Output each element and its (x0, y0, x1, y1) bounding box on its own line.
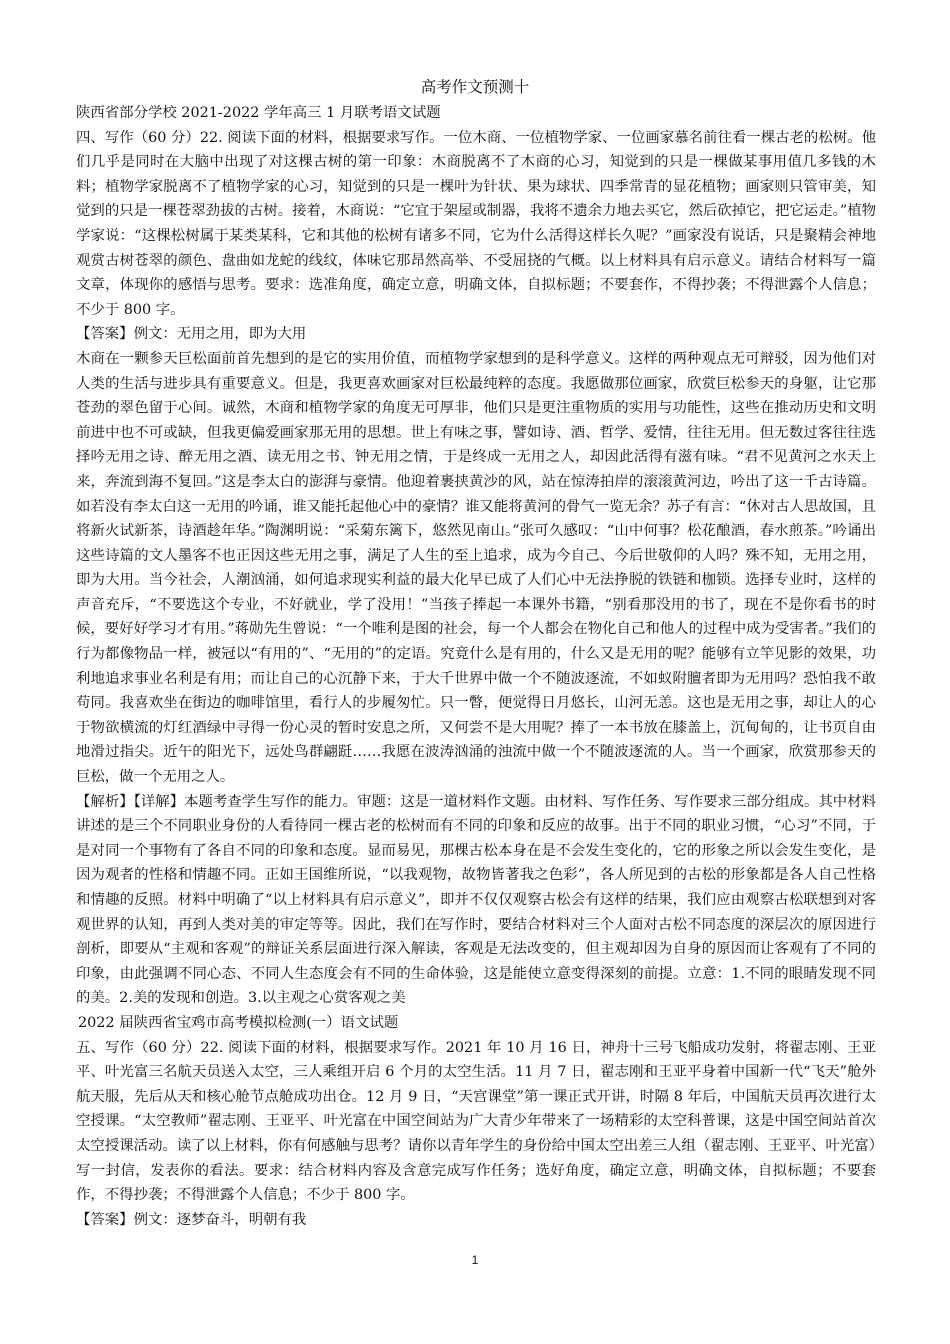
page-number: 1 (471, 1253, 479, 1267)
analysis-paragraph: 【解析】【详解】本题考查学生写作的能力。审题：这是一道材料作文题。由材料、写作任务、写作要求三部分组成。其中材料讲述的是三个不同职业身份的人看待同一棵古老的松树而有不同的印象和反应的故事。出于不同的职业习惯，“心习”不同，于是对同一个事物有了各自不同的印象和态度。显而易见，那棵古松本身在是不会发生变化的，它的形象之所以会发生变化，是因为观者的性格和情趣不同。正如王国维所说，“以我观物，故物皆著我之色彩”，各人所见到的古松的形象都是各人自己性格和情趣的反照。材料中明确了“以上材料具有启示意义”，即并不仅仅观察古松会有这样的结果，我们应由观察古松联想到对客观世界的认知，再到人类对美的审定等等。因此，我们在写作时，要结合材料对三个人面对古松不同态度的深层次的原因进行剖析，即要从“主观和客观”的辩证关系层面进行深入解读，客观是无法改变的，但主观却因为自身的原因而让客观有了不同的印象，由此强调不同心态、不同人生态度会有不同的生命体验，这是能使立意变得深刻的前提。立意：1.不同的眼睛发现不同的美。2.美的发现和创造。3.以主观之心赏客观之美 (76, 793, 876, 1007)
answer-heading: 【答案】例文：逐梦奋斗，明朝有我 (76, 1211, 307, 1228)
exam-source-heading: 陕西省部分学校 2021-2022 学年高三 1 月联考语文试题 (76, 105, 441, 121)
document-body (76, 101, 876, 1232)
answer-heading: 【答案】例文：无用之用，即为大用 (76, 326, 307, 343)
writing-prompt-paragraph: 五、写作（60 分）22. 阅读下面的材料，根据要求写作。2021 年 10 月 16 日，神舟十三号飞船成功发射，将翟志刚、王亚平、叶光富三名航天员送入太空，三人乘组开启 6 个月的太空生活。11 月 7 日，翟志刚和王亚平身着中国新一代“飞天”舱外航天服，先后从天和核心舱节点舱成功出仓。12 月 9 日，“天宫课堂”第一课正式开讲，时隔 8 年后，中国航天员再次进行太空授课。“太空教师”翟志刚、王亚平、叶光富在中国空间站为广大青少年带来了一场精彩的太空科普课，这是中国空间站首次太空授课活动。读了以上材料，你有何感触与思考？请你以青年学生的身份给中国太空出差三人组（翟志刚、王亚平、叶光富）写一封信，发表你的看法。要求：结合材料内容及含意完成写作任务；选好角度，确定立意，明确文体，自拟标题；不要套作，不得抄袭；不得泄露个人信息；不少于 800 字。 (76, 1039, 876, 1204)
exam-source-heading: 2022 届陕西省宝鸡市高考模拟检测(一）语文试题 (78, 1014, 399, 1031)
document-title: 高考作文预测十 (420, 78, 530, 96)
essay-paragraph: 木商在一颗参天巨松面前首先想到的是它的实用价值，而植物学家想到的是科学意义。这样的两种观点无可辩驳，因为他们对人类的生活与进步具有重要意义。但是，我更喜欢画家对巨松最纯粹的态度。我愿做那位画家，欣赏巨松参天的身躯，让它那苍劲的翠色留于心间。诚然，木商和植物学家的角度无可厚非，他们只是更注重物质的实用与功能性，这些在推动历史和文明前进中也不可或缺，但我更偏爱画家那无用的思想。世上有味之事，譬如诗、酒、哲学、爱情，往往无用。但无数过客往往选择吟无用之诗、醉无用之酒、读无用之书、钟无用之情，于是终成一无用之人，却因此活得有滋有味。“君不见黄河之水天上来，奔流到海不复回。”这是李太白的澎湃与豪情。他迎着裹挟黄沙的风，站在惊涛拍岸的滚滚黄河边，吟出了这一千古诗篇。如若没有李太白这一无用的吟诵，谁又能托起他心中的豪情？谁又能将黄河的骨气一览无余？苏子有言：“休对古人思故国，且将新火试新茶，诗酒趁年华。”陶渊明说：“采菊东篱下，悠然见南山。”张可久感叹：“山中何事？松花酿酒，春水煎茶。”吟诵出这些诗篇的文人墨客不也正因这些无用之事，满足了人生的至上追求，成为今自己、今后世敬仰的人吗？殊不知，无用之用，即为大用。当今社会，人潮汹涌，如何追求现实利益的最大化早已成了人们心中无法挣脱的铁链和枷锁。选择专业时，这样的声音充斥，“不要选这个专业，不好就业，学了没用！”当孩子捧起一本课外书籍，“别看那没用的书了，现在不是你看书的时候，要好好学习才有用。”蒋勋先生曾说：“一个唯利是图的社会，每一个人都会在物化自己和他人的过程中成为受害者。”我们的行为都像物品一样，被冠以“有用的”、“无用的”的定语。究竟什么是有用的，什么又是无用的呢？能够有立竿见影的效果，功利地追求事业名利是有用；而让自己的心沉静下来，于大千世界中做一个不随波逐流，不如蚁附膻者即为无用吗？恐怕我不敢苟同。我喜欢坐在街边的咖啡馆里，看行人的步履匆忙。只一瞥，便觉得日月悠长，山河无恙。这也是无用之事，却让人的心于物欲横流的灯红酒绿中寻得一份心灵的暂时安息之所，又何尝不是大用呢？捧了一本书放在膝盖上，沉甸甸的，让书页自由地滑过指尖。近午的阳光下，远处鸟群翩跹……我愿在波涛汹涌的浊流中做一个不随波逐流的人。当一个画家，欣赏那参天的巨松，做一个无用之人。 (76, 350, 876, 786)
writing-prompt-paragraph: 四、写作（60 分）22. 阅读下面的材料，根据要求写作。一位木商、一位植物学家、一位画家慕名前往看一棵古老的松树。他们几乎是同时在大脑中出现了对这棵古树的第一印象：木商脱离不了木商的心习，知觉到的只是一棵做某事用值几多钱的木料；植物学家脱离不了植物学家的心习，知觉到的只是一棵叶为针状、果为球状、四季常青的显花植物；画家则只管审美，知觉到的只是一棵苍翠劲拔的古树。接着，木商说：“它宜于架屋或制器，我将不遗余力地去买它，然后砍掉它，把它运走。”植物学家说：“这棵松树属于某类某科，它和其他的松树有诸多不同，它为什么活得这样长久呢？”画家没有说话，只是聚精会神地观赏古树苍翠的颜色、盘曲如龙蛇的线纹，体味它那昂然高举、不受屈挠的气概。以上材料具有启示意义。请结合材料写一篇文章，体现你的感悟与思考。要求：选准角度，确定立意，明确文体，自拟标题；不要套作，不得抄袭；不得泄露个人信息；不少于 800 字。 (76, 129, 876, 318)
